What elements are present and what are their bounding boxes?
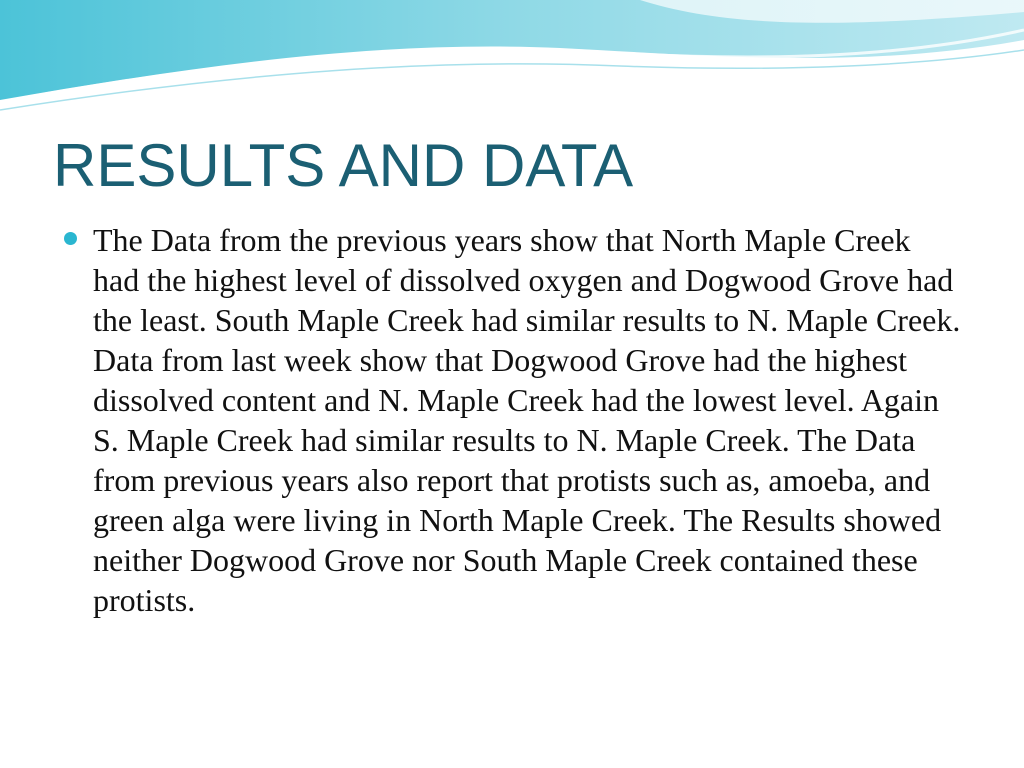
slide-body bbox=[64, 220, 964, 620]
bullet-item bbox=[64, 220, 964, 620]
decorative-wave-header bbox=[0, 0, 1024, 120]
bullet-text: The Data from the previous years show that North Maple Creek had the highest level of dissolved oxygen and Dogwood Grove had the least. South Maple Creek had similar results to N. Maple Creek. Data from last week show that Dogwood Grove had the highest dissolved content and N. Maple Creek had the lowest level. Again S. Maple Creek had similar results to N. Maple Creek. The Data from previous years also report that protists such as, amoeba, and green alga were living in North Maple Creek. The Results showed neither Dogwood Grove nor South Maple Creek contained these protists. bbox=[93, 222, 961, 618]
bullet-dot-icon bbox=[64, 232, 77, 245]
slide-title: RESULTS AND DATA bbox=[53, 132, 634, 199]
